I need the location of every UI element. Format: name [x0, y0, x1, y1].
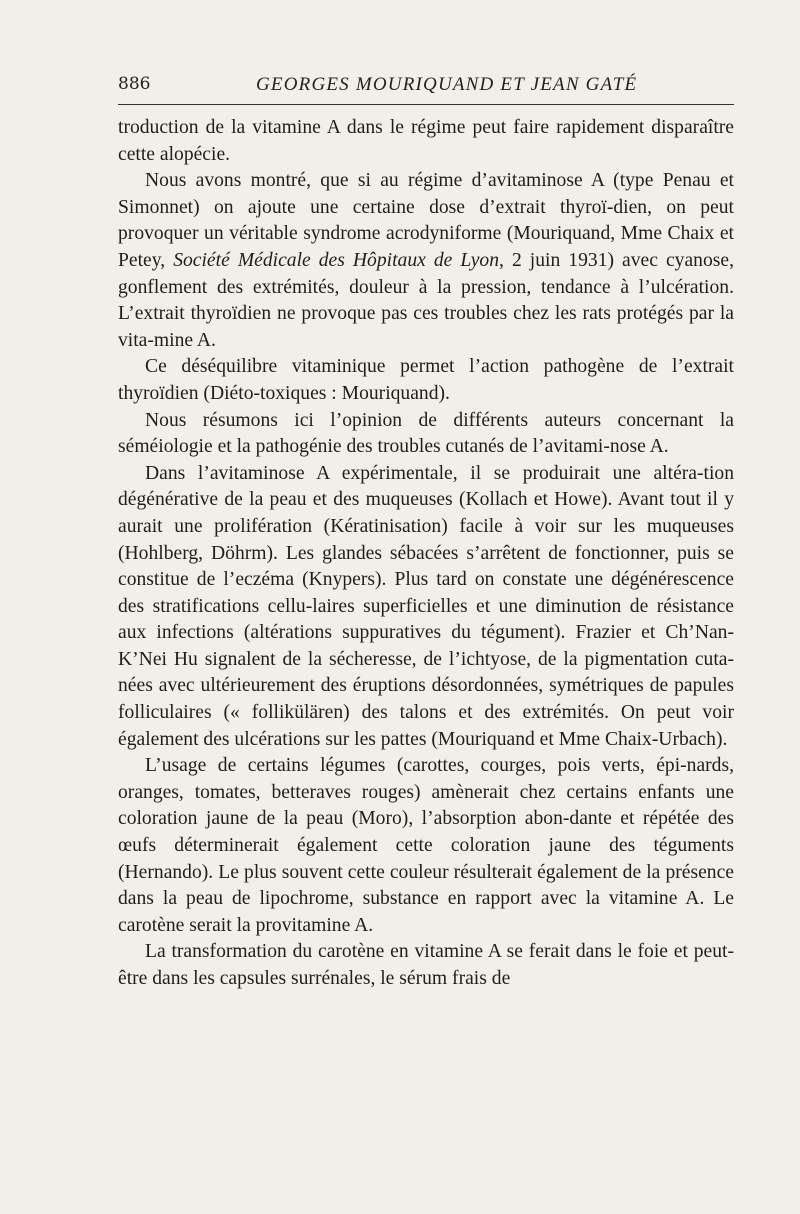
journal-title: Société Médicale des Hôpitaux de Lyon — [173, 249, 500, 271]
body-text — [118, 115, 734, 993]
paragraph-4: Nous résumons ici l’opinion de différents auteurs concernant la séméiologie et la pathogénie des troubles cutanés de l’avitami-nose A. — [118, 409, 734, 458]
paragraph-1: troduction de la vitamine A dans le régime peut faire rapidement disparaître cette alopécie. — [118, 117, 734, 165]
paragraph-6: L’usage de certains légumes (carottes, courges, pois verts, épi-nards, oranges, tomates, betteraves rouges) amènerait chez certains enfants une coloration jaune de la peau (Moro), l’absorption abon-dante et répétée des œufs déterminerait également cette coloration jaune des téguments (Hernando). Le plus souvent cette couleur résulterait également de la présence dans la peau de lipochrome, substance en rapport avec la vitamine A. Le carotène serait la provitamine A. — [118, 755, 734, 936]
paragraph-3: Ce déséquilibre vitaminique permet l’action pathogène de l’extrait thyroïdien (Diéto-toxiques : Mouriquand). — [118, 356, 734, 404]
paragraph-2 — [118, 168, 734, 354]
page-header — [118, 70, 734, 98]
page-number: 886 — [118, 74, 151, 94]
paragraph-7: La transformation du carotène en vitamine A se ferait dans le foie et peut-être dans les capsules surrénales, le sérum frais de — [118, 941, 734, 989]
header-rule — [118, 104, 734, 105]
paragraph-2-text: Nous avons montré, que si au régime d’avitaminose A (type Penau et Simonnet) on ajoute une certaine dose d’extrait thyroï-dien, on peut provoquer un véritable syndrome acrodyniforme (Mouriquand, Mme Chaix et Petey, — [118, 170, 734, 271]
paragraph-5: Dans l’avitaminose A expérimentale, il se produirait une altéra-tion dégénérative de la peau et des muqueuses (Kollach et Howe). Avant tout il y aurait une prolifération (Kératinisation) facile à voir sur les muqueuses (Hohlberg, Döhrm). Les glandes sébacées s’arrêtent de fonctionner, puis se constitue de l’eczéma (Knypers). Plus tard on constate une dégénérescence des stratifications cellu-laires superficielles et une diminution de résistance aux infections (altérations suppuratives du tégument). Frazier et Ch’Nan-K’Nei Hu signalent de la sécheresse, de l’ichtyose, de la pigmentation cuta-nées avec ultérieurement des éruptions désordonnées, symétriques de papules folliculaires (« follikülären) des talons et des extrémités. On peut voir également des ulcérations sur les pattes (Mouriquand et Mme Chaix-Urbach). — [118, 462, 734, 750]
running-title: GEORGES MOURIQUAND ET JEAN GATÉ — [256, 74, 638, 95]
paragraph-2-text-end: , 2 juin 1931) avec cyanose, gonflement des extrémités, douleur à la pression, tendance à l’ulcération. L’extrait thyroïdien ne provoque pas ces troubles chez les rats protégés par la vita-mine A. — [118, 249, 734, 351]
